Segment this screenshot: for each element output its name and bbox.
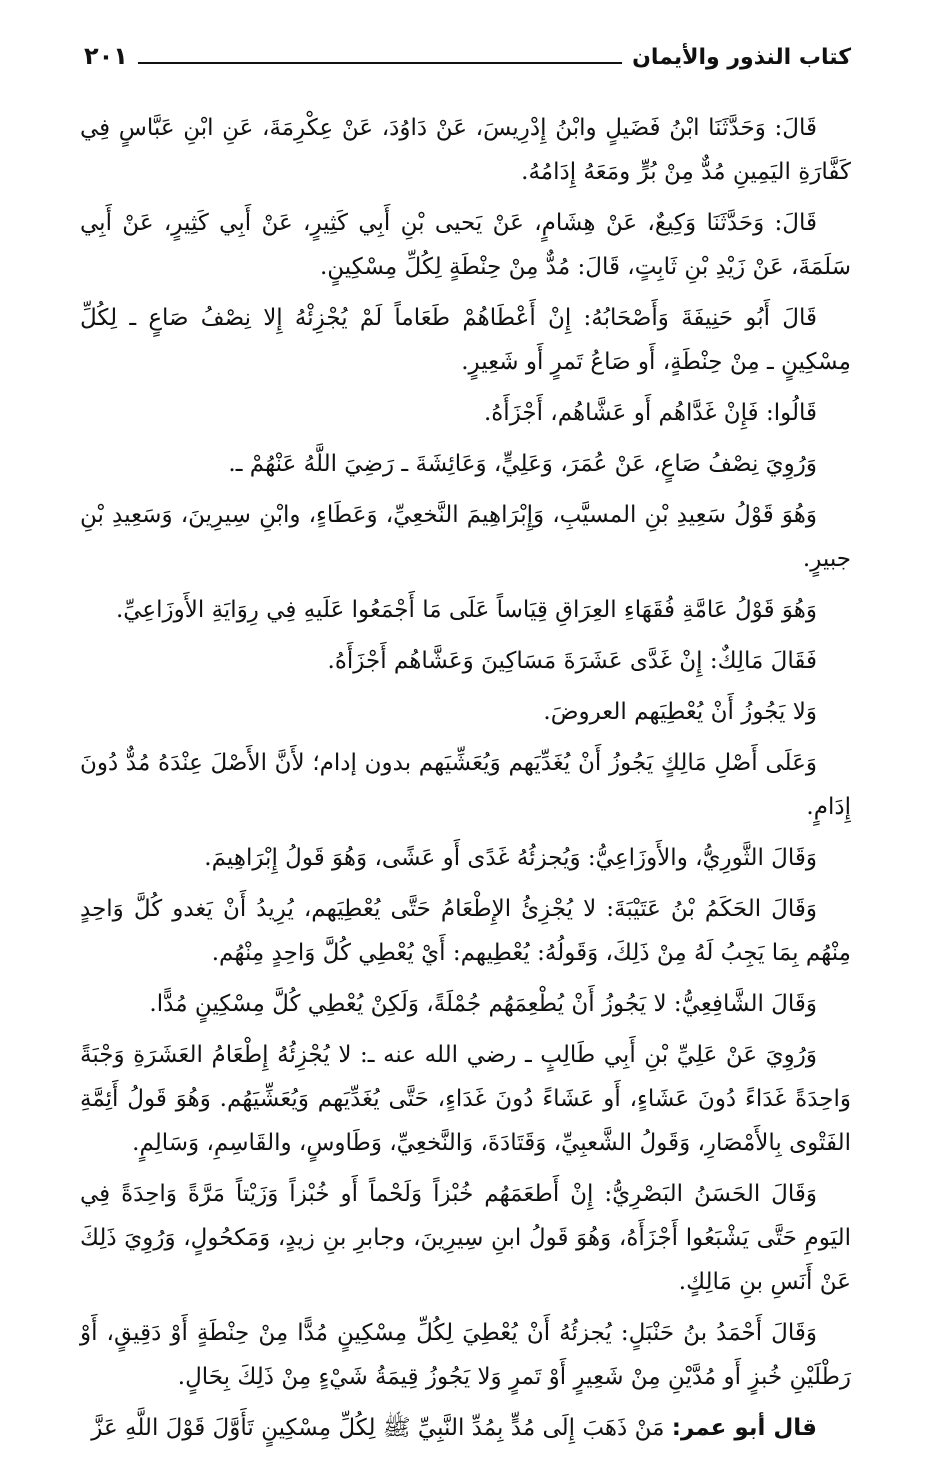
paragraph-text: وَرُوِيَ عَنْ عَلِيِّ بْنِ أَبِي طَالِبٍ ـ رضي الله عنه ـ: لا يُجْزِئُهُ إِطْعَامُ العَشَرَةِ وَجْبَةً وَاحِدَةً غَدَاءً دُونَ عَشَاءٍ، أَو عَشَاءً دُونَ غَدَاءٍ، حَتَّى يُغَدِّيَهم وَيُعَشِّيَهُم. وَهُوَ قَولُ أَئِمَّةِ الفَتْوى بِالأَمْصَارِ، وَقَولُ الشَّعبِيِّ، وَقَتَادَةَ، وَالنَّخعِيِّ، وَطَاوسٍ، والقَاسِمِ، وَسَالِمٍ. bbox=[80, 1042, 851, 1156]
running-header bbox=[84, 34, 851, 70]
paragraph-5 bbox=[80, 442, 851, 486]
paragraph-text: وَرُوِيَ نِصْفُ صَاعٍ، عَنْ عُمَرَ، وَعَلِيٍّ، وَعَائِشَةَ ـ رَضِيَ اللَّهُ عَنْهُمْ ـ. bbox=[228, 451, 817, 477]
paragraph-4 bbox=[80, 391, 851, 435]
paragraph-10 bbox=[80, 741, 851, 829]
paragraph-text: وَقَالَ الحَكَمُ بْنُ عَتَيْبَةَ: لا يُجْزِئُ الإِطْعَامُ حَتَّى يُعْطِيَهم، يُرِيدُ أَنْ يَغدو كُلَّ وَاحِدٍ مِنْهُم بِمَا يَجِبُ لَهُ مِنْ ذَلِكَ، وَقَولُهُ: يُعْطِيهم: أَيْ يُعْطِي كُلَّ وَاحِدٍ مِنْهُم. bbox=[80, 896, 851, 966]
paragraph-text: قَالَ: وَحَدَّثَنَا ابْنُ فَضَيلٍ وابْنُ إِدْرِيسَ، عَنْ دَاوُدَ، عَنْ عِكْرِمَةَ، عَنِ ابْنِ عَبَّاسٍ فِي كَفَّارَةِ اليَمِينِ مُدٌّ مِنْ بُرٍّ ومَعَهُ إِدَامُهُ. bbox=[80, 115, 851, 185]
paragraph-text: قَالَ: وَحَدَّثَنَا وَكِيعٌ، عَنْ هِشَامٍ، عَنْ يَحيى بْنِ أَبِي كَثِيرٍ، عَنْ أَبِي كَثِيرٍ، عَنْ أَبِي سَلَمَةَ، عَنْ زَيْدِ بْنِ ثَابِتٍ، قَالَ: مُدٌّ مِنْ حِنْطَةٍ لِكُلِّ مِسْكِينٍ. bbox=[80, 210, 851, 280]
header-rule bbox=[138, 62, 622, 64]
paragraph-9 bbox=[80, 690, 851, 734]
paragraph-text: قَالُوا: فَإِنْ غَدَّاهُم أَو عَشَّاهُم، أَجْزَأَهُ. bbox=[483, 400, 817, 426]
paragraph-text: وَقَالَ الثَّورِيُّ، والأَوزَاعِيُّ: وَيُجزئُهُ غَدًى أَو عَشًى، وَهُوَ قَولُ إِبْرَاهِيمَ. bbox=[204, 845, 817, 871]
paragraph-7 bbox=[80, 588, 851, 632]
paragraph-text: فَقَالَ مَالِكٌ: إِنْ غَدَّى عَشَرَةَ مَسَاكِينَ وَعَشَّاهُم أَجْزَأَهُ. bbox=[327, 648, 817, 674]
paragraph-text: قَالَ أَبُو حَنِيفَةَ وَأَصْحَابُهُ: إِنْ أَعْطَاهُمْ طَعَاماً لَمْ يُجْزِئْهُ إِلا نِصْفُ صَاعٍ ـ لِكُلِّ مِسْكِينٍ ـ مِنْ حِنْطَةٍ، أَو صَاعُ تَمرٍ أَو شَعِيرٍ. bbox=[80, 305, 851, 375]
page-number: ٢٠١ bbox=[84, 42, 128, 70]
paragraph-13 bbox=[80, 982, 851, 1026]
paragraph-text: وَقَالَ الشَّافِعِيُّ: لا يَجُوزُ أَنْ يُطْعِمَهُم جُمْلَةً، وَلَكِنْ يُعْطِي كُلَّ مِسْكِينٍ مُدًّا. bbox=[149, 991, 817, 1017]
header-title: كتاب النذور والأيمان bbox=[632, 45, 851, 70]
paragraph-15 bbox=[80, 1172, 851, 1304]
paragraph-17 bbox=[80, 1406, 851, 1450]
paragraph-text: وَهُوَ قَوْلُ سَعِيدِ بْنِ المسيَّبِ، وَإِبْرَاهِيمَ النَّخعِيِّ، وَعَطَاءٍ، وابْنِ سِيرِينَ، وَسَعِيدِ بْنِ جبيرٍ. bbox=[80, 502, 851, 572]
paragraph-8 bbox=[80, 639, 851, 683]
paragraph-text: وَقَالَ أَحْمَدُ بنُ حَنْبَلٍ: يُجزئُهُ أَنْ يُعْطِيَ لِكُلِّ مِسْكِينٍ مُدًّا مِنْ حِنْطَةٍ أَوْ دَقِيقٍ، أَوْ رَطْلَيْنِ خُبزٍ أَو مُدَّيْنِ مِنْ شَعِيرٍ أَوْ تَمرٍ وَلا يَجُوزُ قِيمَةُ شَيْءٍ مِنْ ذَلِكَ بِحَالٍ. bbox=[80, 1320, 851, 1390]
paragraph-text: وَعَلَى أَصْلِ مَالِكٍ يَجُوزُ أَنْ يُغَدِّيَهم وَيُعَشِّيَهم بدون إدام؛ لأَنَّ الأَصْلَ عِنْدَهُ مُدٌّ دُونَ إِدَامٍ. bbox=[80, 750, 851, 820]
paragraph-12 bbox=[80, 887, 851, 975]
paragraph-text: مَنْ ذَهَبَ إِلَى مُدٍّ بِمُدِّ النَّبِيِّ ﷺ لِكُلِّ مِسْكِينٍ تَأَوَّلَ قَوْلَ اللَّهِ عَزَّ bbox=[91, 1415, 665, 1441]
paragraph-text: وَهُوَ قَوْلُ عَامَّةِ فُقَهَاءِ العِرَاقِ قِيَاساً عَلَى مَا أَجْمَعُوا عَلَيهِ فِي رِوَايَةِ الأَوزَاعِيِّ. bbox=[115, 597, 817, 623]
paragraph-2 bbox=[80, 201, 851, 289]
paragraph-text: وَلا يَجُوزُ أَنْ يُعْطِيَهم العروضَ. bbox=[543, 699, 817, 725]
paragraph-1 bbox=[80, 106, 851, 194]
body-text bbox=[80, 106, 851, 1457]
paragraph-3 bbox=[80, 296, 851, 384]
paragraph-11 bbox=[80, 836, 851, 880]
paragraph-lead: قال أبو عمر: bbox=[671, 1415, 817, 1441]
paragraph-16 bbox=[80, 1311, 851, 1399]
paragraph-14 bbox=[80, 1033, 851, 1165]
paragraph-text: وَقَالَ الحَسَنُ البَصْرِيُّ: إِنْ أَطعَمَهُم خُبْزاً وَلَحْماً أَو خُبْزاً وَزَيْتاً مَرَّةً وَاحِدَةً فِي اليَومِ حَتَّى يَشْبَعُوا أَجْزَأَهُ، وَهُوَ قَولُ ابنِ سِيرِينَ، وجابرِ بنِ زيدٍ، وَمَكحُولٍ، وَرُوِيَ ذَلِكَ عَنْ أَنَسِ بنِ مَالِكٍ. bbox=[80, 1181, 851, 1295]
paragraph-6 bbox=[80, 493, 851, 581]
